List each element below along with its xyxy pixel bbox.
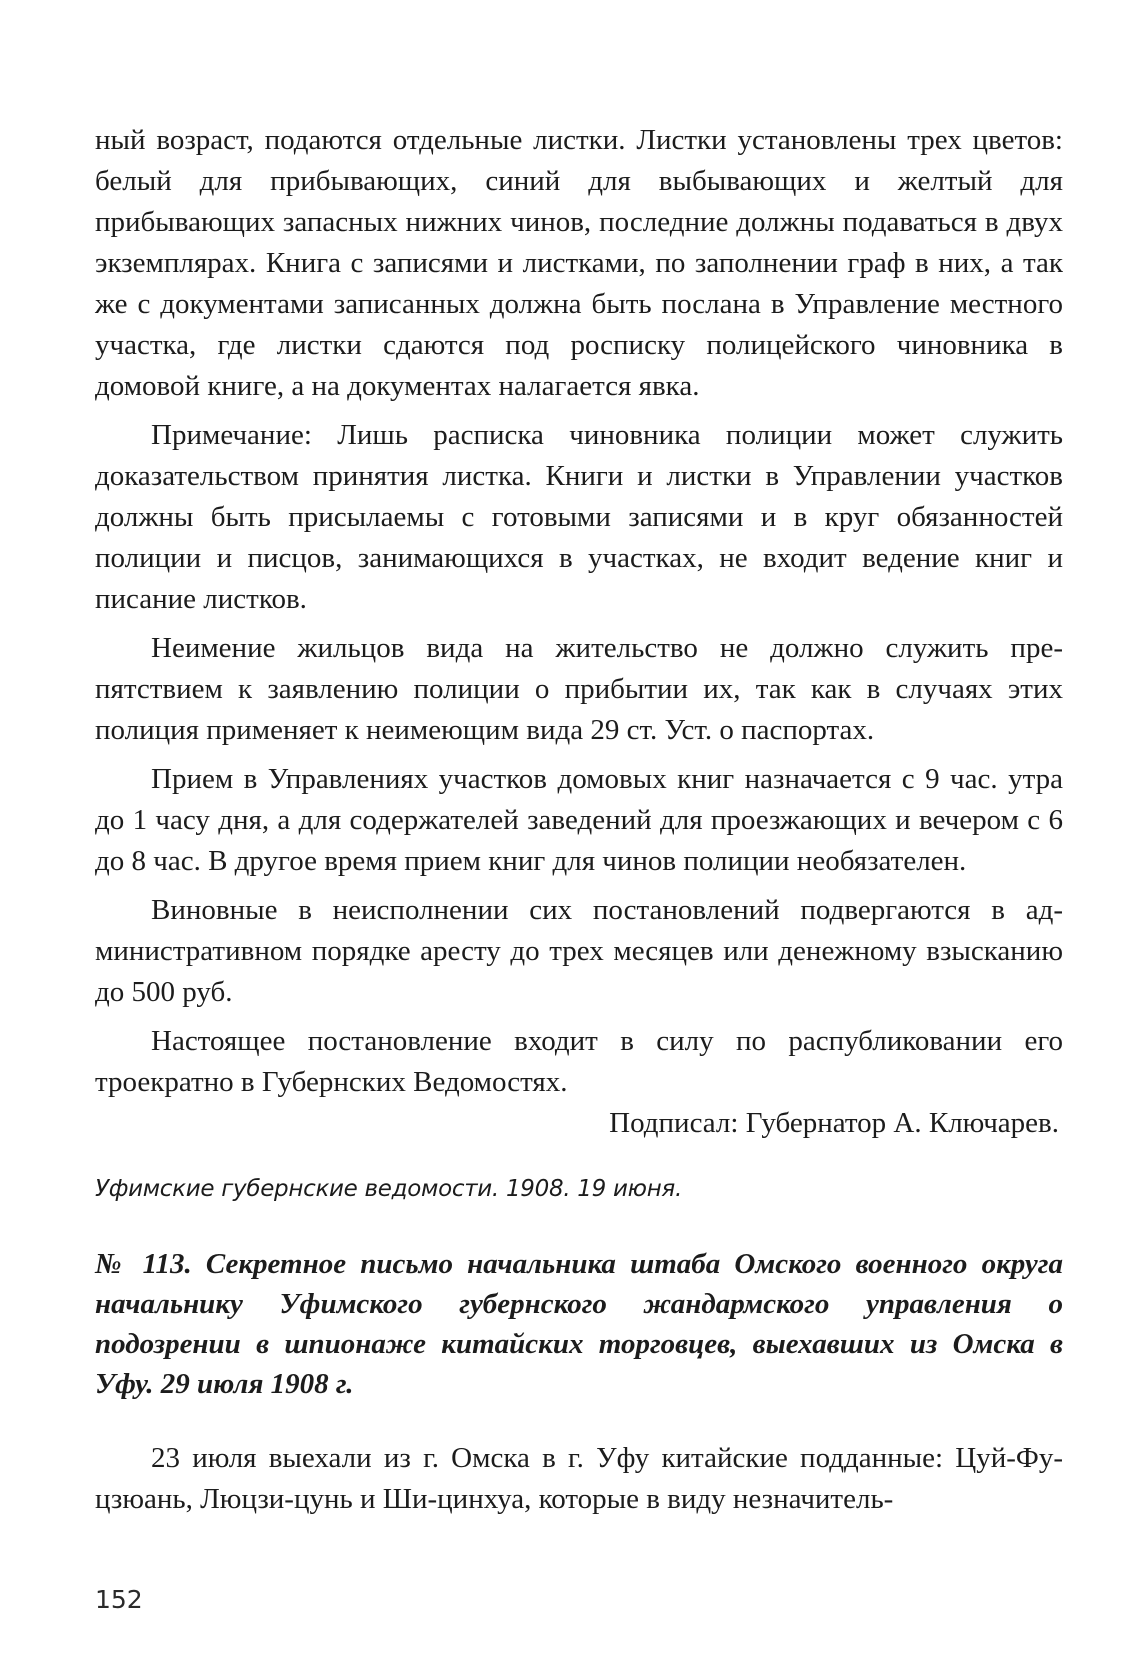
paragraph-note: Примечание: Лишь расписка чиновника полиции может служить доказательством принятия листка. Книги и листки в Управлении участков должны быть присылаемы с готовыми записями и в круг обязанностей полиции и писцов, занимающихся в участках, не входит ведение книг и писание листков. — [95, 419, 1063, 615]
page-text — [95, 120, 1063, 1520]
paragraph-residence-permit: Неимение жильцов вида на жительство не должно служить препятствием к заявлению полиции о прибытии их, так как в случаях этих полиция применяет к неимеющим вида 29 ст. Уст. о паспортах. — [95, 632, 1063, 746]
source-citation: Уфимские губернские ведомости. 1908. 19 июня. — [95, 1176, 682, 1202]
paragraph-penalties: Виновные в неисполнении сих постановлений подвергаются в административном порядке аресту до трех месяцев или денежному взысканию до 500 руб. — [95, 894, 1063, 1008]
paragraph-registration-sheets: ный возраст, подаются отдельные листки. Листки установлены трех цветов: белый для прибывающих, синий для выбывающих и желтый для прибывающих запасных нижних чинов, последние должны подаваться в двух экземплярах. Книга с записями и листками, по заполнении граф в них, а так же с документами записанных должна быть послана в Управление местного участка, где листки сдаются под росписку полицейского чиновника в домовой книге, а на документах налагается явка. — [95, 124, 1063, 402]
paragraph-letter-body: 23 июля выехали из г. Омска в г. Уфу китайские подданные: Цуй-Фу-цзюань, Люцзи-цунь и Ши-цинхуа, которые в виду незначитель- — [95, 1442, 1063, 1515]
document-heading: № 113. Секретное письмо начальника штаба Омского военного округа начальнику Уфимского губернского жандармского управления о подозрении в шпионаже китайских торговцев, выехавших из Омска в Уфу. 29 июля 1908 г. — [95, 1248, 1063, 1400]
paragraph-enforcement: Настоящее постановление входит в силу по распубликовании его троекратно в Губернских Ведомостях. — [95, 1025, 1063, 1098]
page-number: 152 — [95, 1585, 143, 1614]
signature-line: Подписал: Губернатор А. Ключарев. — [609, 1107, 1059, 1139]
paragraph-reception-hours: Прием в Управлениях участков домовых книг назначается с 9 час. утра до 1 часу дня, а для содержателей заведений для проезжающих и вечером с 6 до 8 час. В другое время прием книг для чинов полиции необязателен. — [95, 763, 1063, 877]
